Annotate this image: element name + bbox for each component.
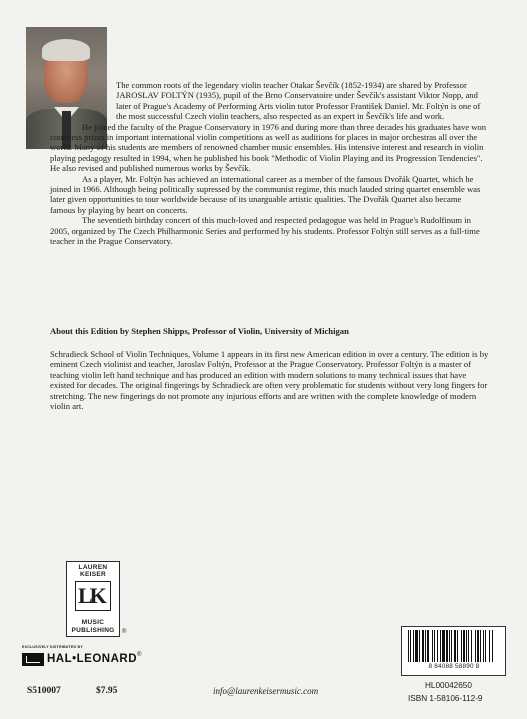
- hal-leonard-icon: [22, 653, 44, 666]
- barcode-bar: [451, 630, 452, 662]
- barcode-bar: [408, 630, 409, 662]
- hal-leonard-logo: [22, 652, 141, 666]
- hal-leonard-name: HAL•LEONARD: [47, 653, 138, 665]
- bio-paragraph: As a player, Mr. Foltýn has achieved an international career as a member of the famous Dvořák Quartet, which he joined in 1966. Although being politically supressed by the communist regime, this much lauded string quartet ensemble was later given opportunities to tour worldwide because of its unarguable artistic qualities. The Dvořák Quartet also became famous by playing by heart on concerts.: [50, 173, 481, 215]
- about-edition-heading: About this Edition by Stephen Shipps, Professor of Violin, University of Michigan: [50, 326, 349, 336]
- barcode-bar: [489, 630, 490, 662]
- barcode: [401, 626, 506, 676]
- about-edition-text: [50, 349, 490, 411]
- barcode-bar: [440, 630, 441, 662]
- barcode-bar: [437, 630, 438, 662]
- barcode-bar: [468, 630, 469, 662]
- lauren-keiser-logo: [66, 561, 120, 637]
- author-biography: [50, 80, 488, 247]
- barcode-bar: [442, 630, 445, 662]
- bio-paragraph: The seventieth birthday concert of this much-loved and respected pedagogue was held in Prague's Rudolfinum in 2005, organized by The Czech Philharmonic Series and performed by his students. Professor Foltýn still serves as a full-time teacher in the Prague Conservatory.: [50, 215, 480, 247]
- barcode-bar: [480, 630, 481, 662]
- barcode-bar: [457, 630, 458, 662]
- price: $7.95: [96, 686, 118, 696]
- barcode-bar: [422, 630, 424, 662]
- barcode-bar: [454, 630, 456, 662]
- contact-email[interactable]: info@laurenkeisermusic.com: [213, 686, 319, 696]
- barcode-bar: [413, 630, 414, 662]
- barcode-bar: [434, 630, 435, 662]
- item-code: S510007: [27, 686, 61, 696]
- barcode-bars: [406, 630, 503, 663]
- lk-monogram: [75, 581, 111, 611]
- hl-product-number: HL00042650: [425, 681, 472, 690]
- logo-bottom-text: [67, 619, 119, 634]
- barcode-bar: [425, 630, 426, 662]
- isbn-number: ISBN 1-58106-112-9: [408, 694, 483, 703]
- about-paragraph: Schradieck School of Violin Techniques, Volume 1 appears in its first new American edition in over a century. The edition is by eminent Czech violinist and teacher, Jaroslav Foltýn, Professor at the Prague Conservatory. Professor Foltýn is a master of teaching violin left hand technique and has produced an edition with modern solutions to many technical issues that have existed for decades. The original fingerings by Schradieck are often very problematic for students without very long fingers for stretching. The new fingerings do not promote any injurious efforts and are written with the complete knowledge of modern violin art.: [50, 349, 489, 412]
- barcode-bar: [415, 630, 418, 662]
- barcode-bar: [461, 630, 462, 662]
- barcode-bar: [427, 630, 429, 662]
- barcode-bar: [471, 630, 472, 662]
- barcode-bar: [485, 630, 486, 662]
- barcode-bar: [477, 630, 479, 662]
- hal-leonard-registered: ®: [137, 652, 142, 658]
- barcode-bar: [410, 630, 411, 662]
- barcode-bar: [419, 630, 420, 662]
- barcode-bar: [492, 630, 493, 662]
- lk-monogram-text: LK: [78, 583, 104, 608]
- bio-paragraph: The common roots of the legendary violin teacher Otakar Ševčík (1852-1934) are shared by Professor JAROSLAV FOLTÝN (1935), pupil of the Brno Conservatoire under Ševčík's assistant Viktor Nopp, and later of Prague's Academy of Performing Arts violin tutor Professor František Daniel. Mr. Foltýn is one of the most successful Czech violin teachers, also respected as an expert in Ševčík's life and work.: [116, 80, 481, 122]
- registered-mark: ®: [122, 629, 127, 635]
- bio-paragraph: He joined the faculty of the Prague Conservatory in 1976 and during more than three decades his graduates have won countless prizes in important international violin competitions as well as auditions for places in major orchestras all over the world. Many of his students are members of renowned chamber music ensembles. His intensive interest and research in violin playing pedagogy resulted in 1994, when he published his book "Methodic of Violin Playing and its Progression Tendencies". He also revised and published numerous works by Ševčík.: [50, 121, 487, 174]
- logo-top-text: LAUREN KEISER: [78, 564, 108, 578]
- barcode-digits: 8 84088 58890 8: [428, 663, 480, 670]
- barcode-bar: [475, 630, 476, 662]
- barcode-bar: [446, 630, 448, 662]
- barcode-bar: [483, 630, 484, 662]
- barcode-bar: [466, 630, 467, 662]
- logo-publishing-text: PUBLISHING: [71, 626, 115, 634]
- logo-music-text: MUSIC: [81, 619, 105, 626]
- barcode-bar: [449, 630, 450, 662]
- distributor-caption: EXCLUSIVELY DISTRIBUTED BY: [22, 645, 83, 649]
- barcode-bar: [463, 630, 465, 662]
- barcode-bar: [432, 630, 433, 662]
